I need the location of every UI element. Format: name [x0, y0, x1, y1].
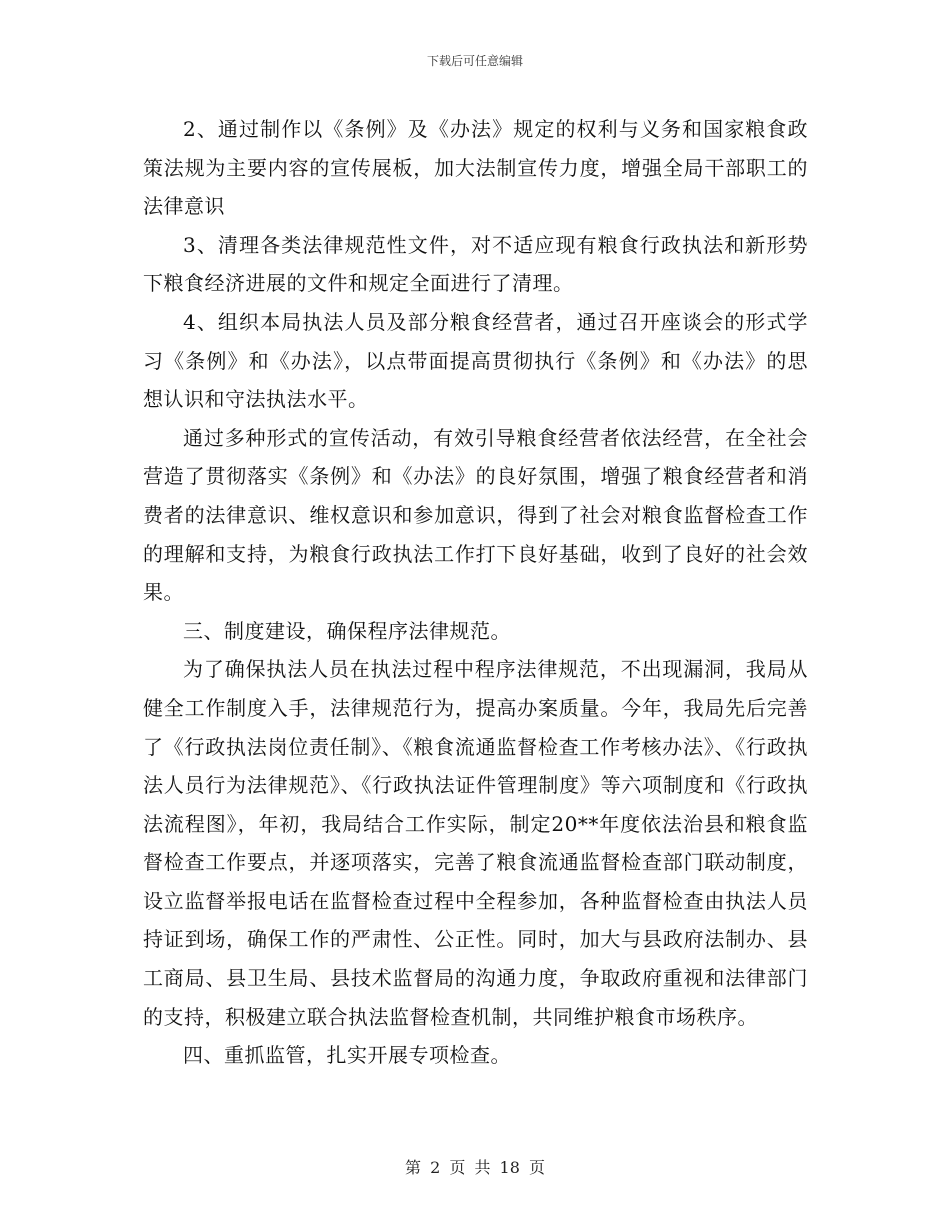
- document-body: [143, 110, 808, 1075]
- paragraph-item-3: 3、清理各类法律规范性文件，对不适应现有粮食行政执法和新形势下粮食经济进展的文件和规定全面进行了清理。: [143, 232, 808, 296]
- page-number: 第 2 页 共 18 页: [405, 1158, 545, 1177]
- page-header: 下载后可任意编辑: [426, 54, 523, 68]
- paragraph-item-4: 4、组织本局执法人员及部分粮食经营者，通过召开座谈会的形式学习《条例》和《办法》，以点带面提高贯彻执行《条例》和《办法》的思想认识和守法执法水平。: [143, 309, 808, 412]
- paragraph-system-building: 为了确保执法人员在执法过程中程序法律规范，不出现漏洞，我局从健全工作制度入手，法律规范行为，提高办案质量。今年，我局先后完善了《行政执法岗位责任制》、《粮食流通监督检查工作考核办法》、《行政执法人员行为法律规范》、《行政执法证件管理制度》等六项制度和《行政执法流程图》，年初，我局结合工作实际，制定20**年度依法治县和粮食监督检查工作要点，并逐项落实，完善了粮食流通监督检查部门联动制度，设立监督举报电话在监督检查过程中全程参加，各种监督检查由执法人员持证到场，确保工作的严肃性、公正性。同时，加大与县政府法制办、县工商局、县卫生局、县技术监督局的沟通力度，争取政府重视和法律部门的支持，积极建立联合执法监督检查机制，共同维护粮食市场秩序。: [143, 657, 808, 1029]
- paragraph-item-2: 2、通过制作以《条例》及《办法》规定的权利与义务和国家粮食政策法规为主要内容的宣传展板，加大法制宣传力度，增强全局干部职工的法律意识: [143, 117, 808, 219]
- paragraph-publicity-summary: 通过多种形式的宣传活动，有效引导粮食经营者依法经营，在全社会营造了贯彻落实《条例》和《办法》的良好氛围，增强了粮食经营者和消费者的法律意识、维权意识和参加意识，得到了社会对粮食监督检查工作的理解和支持，为粮食行政执法工作打下良好基础，收到了良好的社会效果。: [143, 425, 808, 605]
- section-heading-3: 三、制度建设，确保程序法律规范。: [183, 618, 511, 643]
- section-heading-4: 四、重抓监管，扎实开展专项检查。: [183, 1043, 511, 1068]
